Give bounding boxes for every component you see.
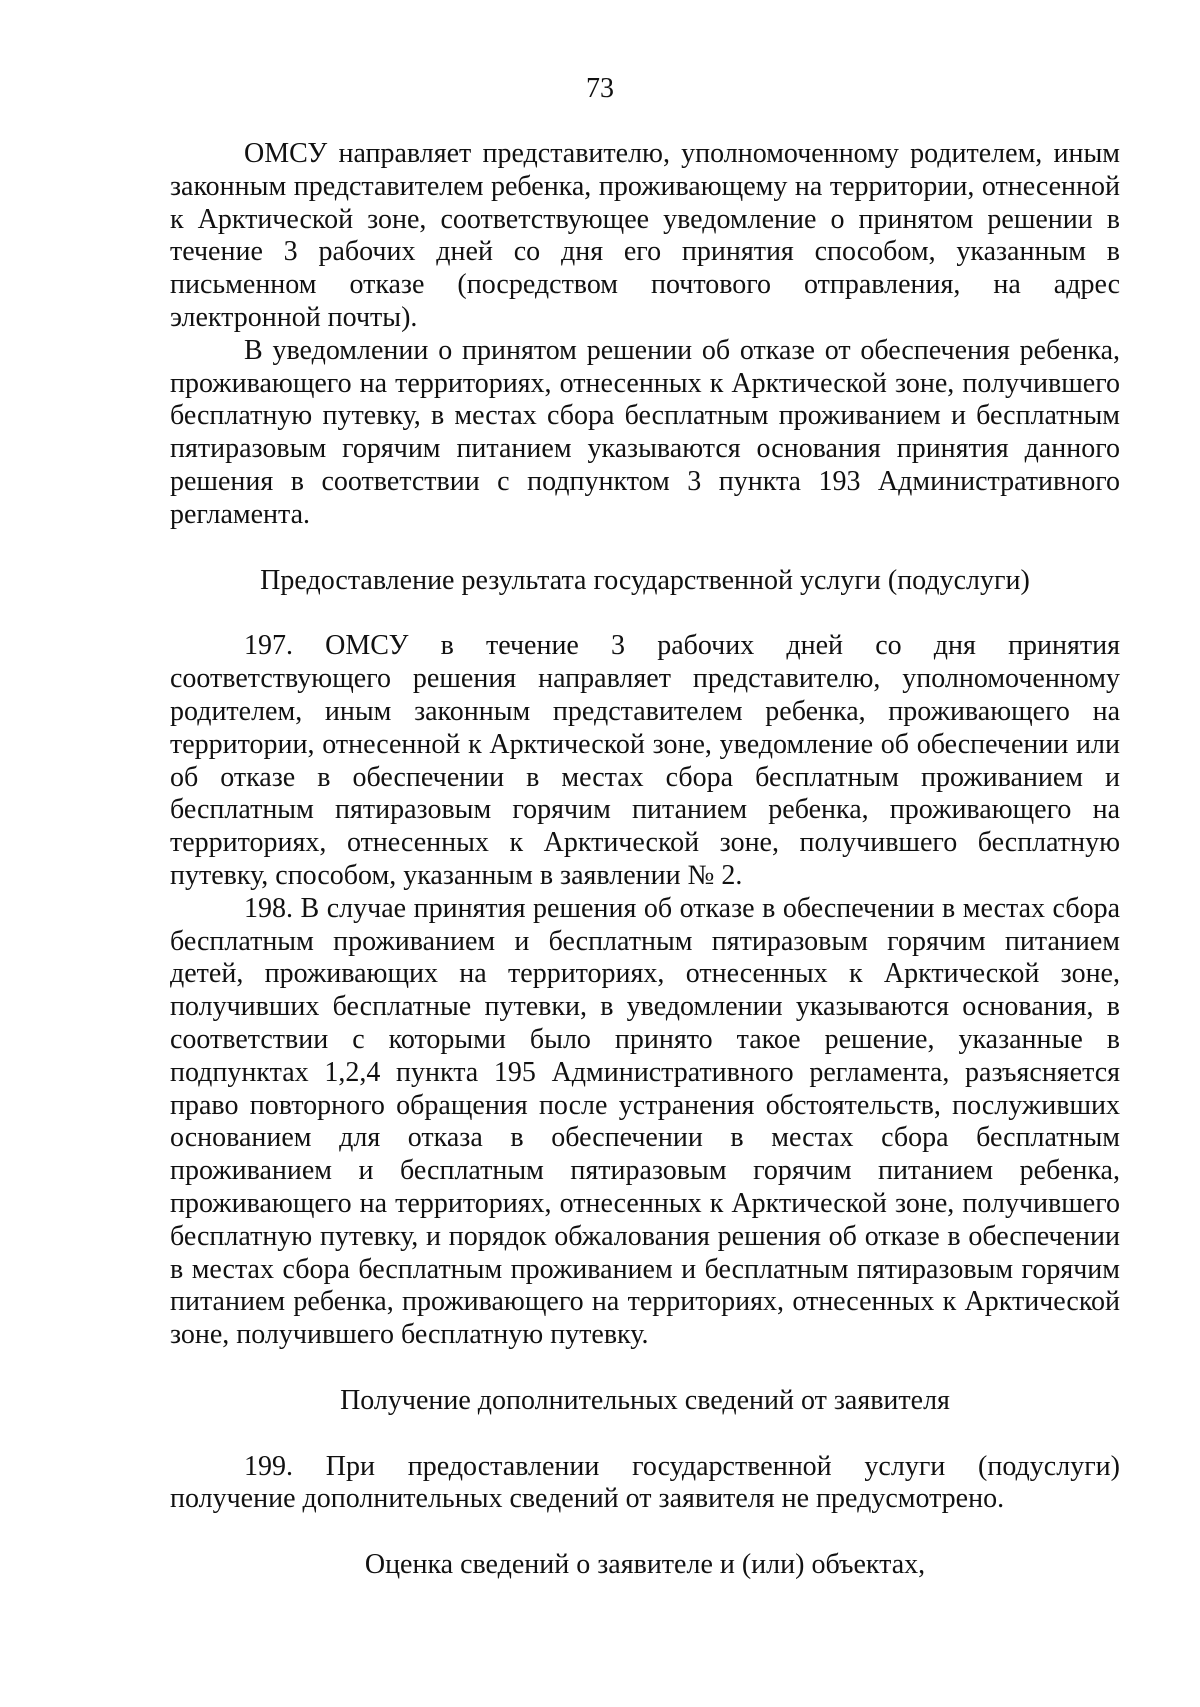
document-body	[170, 138, 1120, 1582]
paragraph-197: 197. ОМСУ в течение 3 рабочих дней со дня принятия соответствующего решения направляет представителю, уполномоченному родителем, иным законным представителем ребенка, проживающего на территории, отнесенной к Арктической зоне, уведомление об обеспечении или об отказе в обеспечении в местах сбора бесплатным проживанием и бесплатным пятиразовым горячим питанием ребенка, проживающего на территориях, отнесенных к Арктической зоне, получившего бесплатную путевку, способом, указанным в заявлении № 2.	[170, 630, 1120, 891]
paragraph-199: 199. При предоставлении государственной услуги (подуслуги) получение дополнительных сведений от заявителя не предусмотрено.	[170, 1450, 1120, 1515]
paragraph-notification-delivery: ОМСУ направляет представителю, уполномоченному родителем, иным законным представителем ребенка, проживающему на территории, отнесенной к Арктической зоне, соответствующее уведомление о принятом решении в течение 3 рабочих дней со дня его принятия способом, указанным в письменном отказе (посредством почтового отправления, на адрес электронной почты).	[170, 138, 1120, 333]
section-heading-service-result: Предоставление результата государственной услуги (подуслуги)	[260, 564, 1030, 596]
page-number: 73	[586, 73, 614, 104]
spacer	[170, 597, 1120, 630]
spacer	[170, 532, 1120, 565]
section-heading-applicant-assessment: Оценка сведений о заявителе и (или) объектах,	[364, 1549, 926, 1581]
paragraph-198: 198. В случае принятия решения об отказе в обеспечении в местах сбора бесплатным проживанием и бесплатным пятиразовым горячим питанием детей, проживающих на территориях, отнесенных к Арктической зоне, получивших бесплатные путевки, в уведомлении указываются основания, в соответствии с которыми было принято такое решение, указанные в подпунктах 1,2,4 пункта 195 Административного регламента, разъясняется право повторного обращения после устранения обстоятельств, послуживших основанием для отказа в обеспечении в местах сбора бесплатным проживанием и бесплатным пятиразовым горячим питанием ребенка, проживающего на территориях, отнесенных к Арктической зоне, получившего бесплатную путевку, и порядок обжалования решения об отказе в обеспечении в местах сбора бесплатным проживанием и бесплатным пятиразовым горячим питанием ребенка, проживающего на территориях, отнесенных к Арктической зоне, получившего бесплатную путевку.	[170, 892, 1120, 1351]
spacer	[170, 1352, 1120, 1385]
paragraph-refusal-grounds: В уведомлении о принятом решении об отказе от обеспечения ребенка, проживающего на территориях, отнесенных к Арктической зоне, получившего бесплатную путевку, в местах сбора бесплатным проживанием и бесплатным пятиразовым горячим питанием указываются основания принятия данного решения в соответствии с подпунктом 3 пункта 193 Административного регламента.	[170, 334, 1120, 530]
spacer	[170, 1516, 1120, 1549]
spacer	[170, 1418, 1120, 1451]
section-heading-additional-info: Получение дополнительных сведений от заявителя	[340, 1384, 950, 1416]
